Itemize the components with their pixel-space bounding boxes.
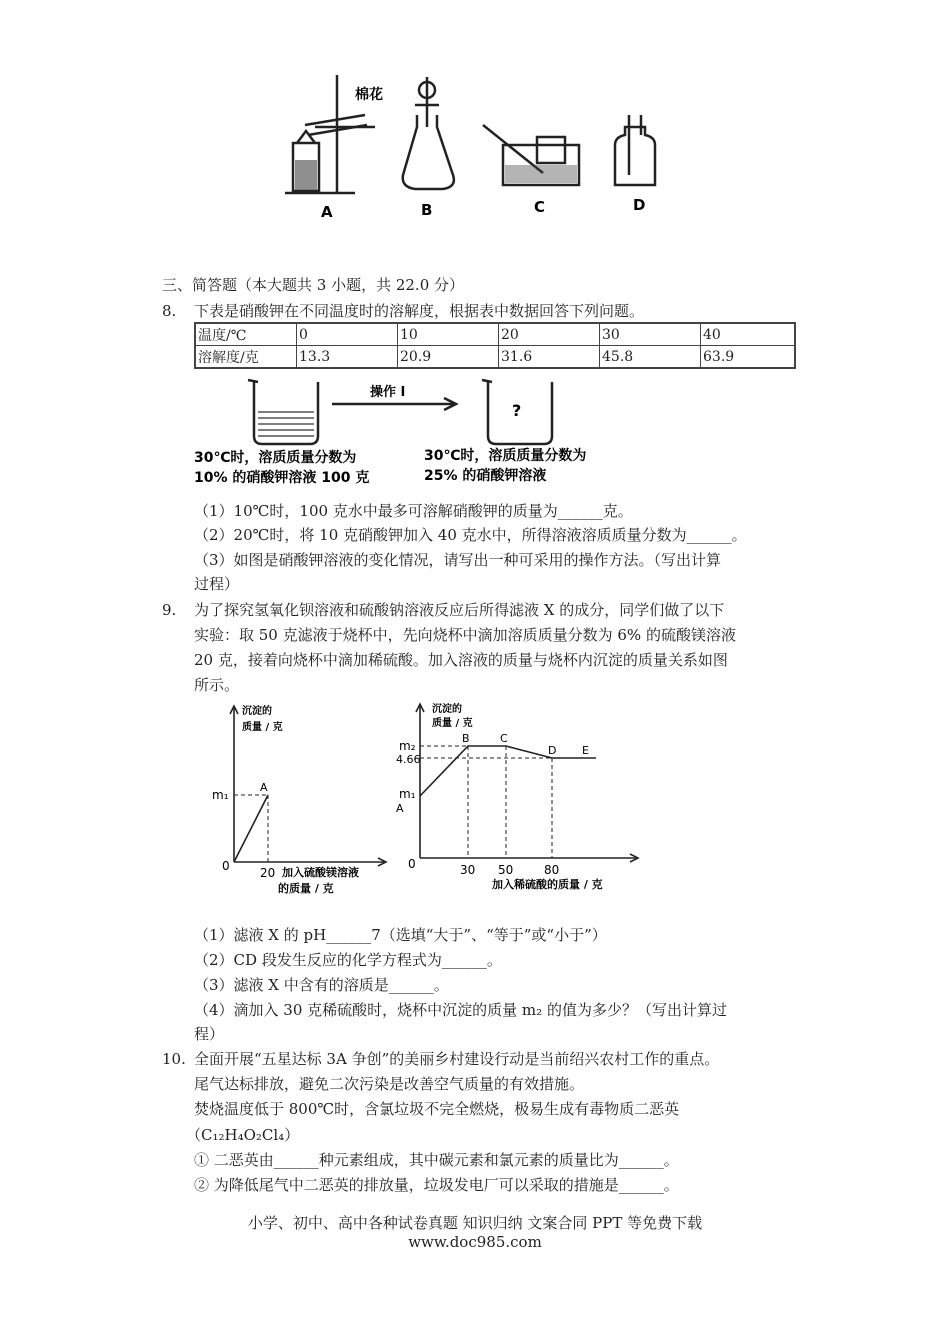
operation-label: 操作 I — [370, 385, 406, 400]
x-tick-80: 80 — [544, 863, 560, 877]
table-cell: 溶解度/克 — [195, 346, 297, 369]
q10-number: 10. — [162, 1050, 186, 1068]
ylabel-1: 沉淀的 — [242, 706, 272, 717]
xlabel: 加入稀硫酸的质量 / 克 — [492, 878, 603, 891]
q8-number: 8. — [162, 302, 177, 320]
section-title: 三、简答题（本大题共 3 小题，共 22.0 分） — [162, 276, 465, 294]
precipitate-chart-2 — [396, 698, 646, 898]
q10-formula: （C₁₂H₄O₂Cl₄） — [186, 1126, 300, 1144]
apparatus-figure — [275, 65, 675, 225]
x-tick-label: 20 — [260, 866, 276, 880]
point-label-c: C — [500, 732, 508, 745]
right-caption-1: 30℃时，溶质质量分数为 — [424, 448, 587, 464]
q10-stem-2: 尾气达标排放，避免二次污染是改善空气质量的有效措施。 — [194, 1075, 585, 1093]
origin-label: 0 — [222, 859, 230, 873]
table-row — [195, 346, 795, 369]
x-tick-50: 50 — [498, 863, 514, 877]
table-cell: 20.9 — [398, 346, 499, 369]
y-tick-m1: m₁ — [399, 787, 416, 801]
table-cell: 13.3 — [297, 346, 398, 369]
q9-stem-4: 所示。 — [194, 676, 240, 694]
q9-stem-1: 为了探究氢氧化钡溶液和硫酸钠溶液反应后所得滤液 X 的成分，同学们做了以下 — [194, 601, 725, 619]
right-caption-2: 25% 的硝酸钾溶液 — [424, 468, 547, 484]
y-tick-label: m₁ — [212, 788, 229, 802]
xlabel-2: 的质量 / 克 — [278, 882, 334, 895]
q8-sub3-line2: 过程） — [194, 575, 240, 593]
ylabel-2: 质量 / 克 — [432, 718, 473, 729]
q9-stem-3: 20 克，接着向烧杯中滴加稀硫酸。加入溶液的质量与烧杯内沉淀的质量关系如图 — [194, 651, 728, 669]
table-cell: 40 — [701, 323, 796, 346]
y-tick-466: 4.66 — [396, 753, 421, 766]
q9-sub3: （3）滤液 X 中含有的溶质是______。 — [194, 976, 449, 994]
point-label-d: D — [548, 744, 557, 757]
table-cell: 20 — [499, 323, 600, 346]
table-cell: 30 — [600, 323, 701, 346]
q9-sub1: （1）滤液 X 的 pH______7（选填“大于”、“等于”或“小于”） — [194, 926, 607, 944]
q10-item1: ① 二恶英由______种元素组成，其中碳元素和氯元素的质量比为______。 — [194, 1151, 679, 1169]
footer-text: 小学、初中、高中各种试卷真题 知识归纳 文案合同 PPT 等免费下载 — [247, 1214, 703, 1232]
table-cell: 45.8 — [600, 346, 701, 369]
xlabel-1: 加入硫酸镁溶液 — [282, 866, 359, 879]
point-label-a: A — [396, 802, 404, 815]
left-caption-2: 10% 的硝酸钾溶液 100 克 — [194, 470, 370, 486]
table-cell: 0 — [297, 323, 398, 346]
q9-number: 9. — [162, 601, 177, 619]
q8-sub2: （2）20℃时，将 10 克硝酸钾加入 40 克水中，所得溶液溶质质量分数为______。 — [194, 526, 747, 544]
apparatus-label-c: C — [534, 198, 546, 216]
table-row — [195, 323, 795, 346]
question-mark: ? — [512, 401, 522, 420]
q9-sub4-line1: （4）滴加入 30 克稀硫酸时，烧杯中沉淀的质量 m₂ 的值为多少？（写出计算过 — [194, 1001, 727, 1019]
cotton-label: 棉花 — [355, 87, 383, 103]
point-label-a: A — [260, 781, 268, 794]
q8-stem: 下表是硝酸钾在不同温度时的溶解度，根据表中数据回答下列问题。 — [194, 302, 645, 320]
q9-stem-2: 实验：取 50 克滤液于烧杯中，先向烧杯中滴加溶质质量分数为 6% 的硫酸镁溶液 — [194, 626, 736, 644]
point-label-b: B — [462, 732, 470, 745]
solubility-table — [194, 322, 796, 369]
q8-sub1: （1）10℃时，100 克水中最多可溶解硝酸钾的质量为______克。 — [194, 502, 633, 520]
data-line — [234, 795, 268, 862]
precipitate-chart-1 — [196, 698, 396, 898]
table-cell: 温度/℃ — [195, 323, 297, 346]
data-line — [420, 746, 596, 796]
x-tick-30: 30 — [460, 863, 476, 877]
apparatus-label-a: A — [321, 203, 333, 221]
q9-sub2: （2）CD 段发生反应的化学方程式为______。 — [194, 951, 502, 969]
point-label-e: E — [582, 744, 589, 757]
apparatus-label-d: D — [633, 196, 646, 214]
beaker-figure — [192, 374, 622, 486]
origin-label: 0 — [408, 857, 416, 871]
table-cell: 10 — [398, 323, 499, 346]
apparatus-label-b: B — [421, 201, 433, 219]
q10-stem-3: 焚烧温度低于 800℃时，含氯垃圾不完全燃烧，极易生成有毒物质二恶英 — [194, 1100, 680, 1118]
y-tick-m2: m₂ — [399, 739, 416, 753]
q10-stem-1: 全面开展“五星达标 3A 争创”的美丽乡村建设行动是当前绍兴农村工作的重点。 — [194, 1050, 720, 1068]
q8-sub3-line1: （3）如图是硝酸钾溶液的变化情况，请写出一种可采用的操作方法。（写出计算 — [194, 551, 722, 569]
table-cell: 63.9 — [701, 346, 796, 369]
ylabel-2: 质量 / 克 — [242, 722, 283, 733]
left-caption-1: 30℃时，溶质质量分数为 — [194, 450, 357, 466]
table-cell: 31.6 — [499, 346, 600, 369]
q10-item2: ② 为降低尾气中二恶英的排放量，垃圾发电厂可以采取的措施是______。 — [194, 1176, 679, 1194]
ylabel-1: 沉淀的 — [432, 704, 462, 715]
footer-url[interactable]: www.doc985.com — [408, 1233, 542, 1251]
q9-sub4-line2: 程） — [194, 1025, 225, 1043]
